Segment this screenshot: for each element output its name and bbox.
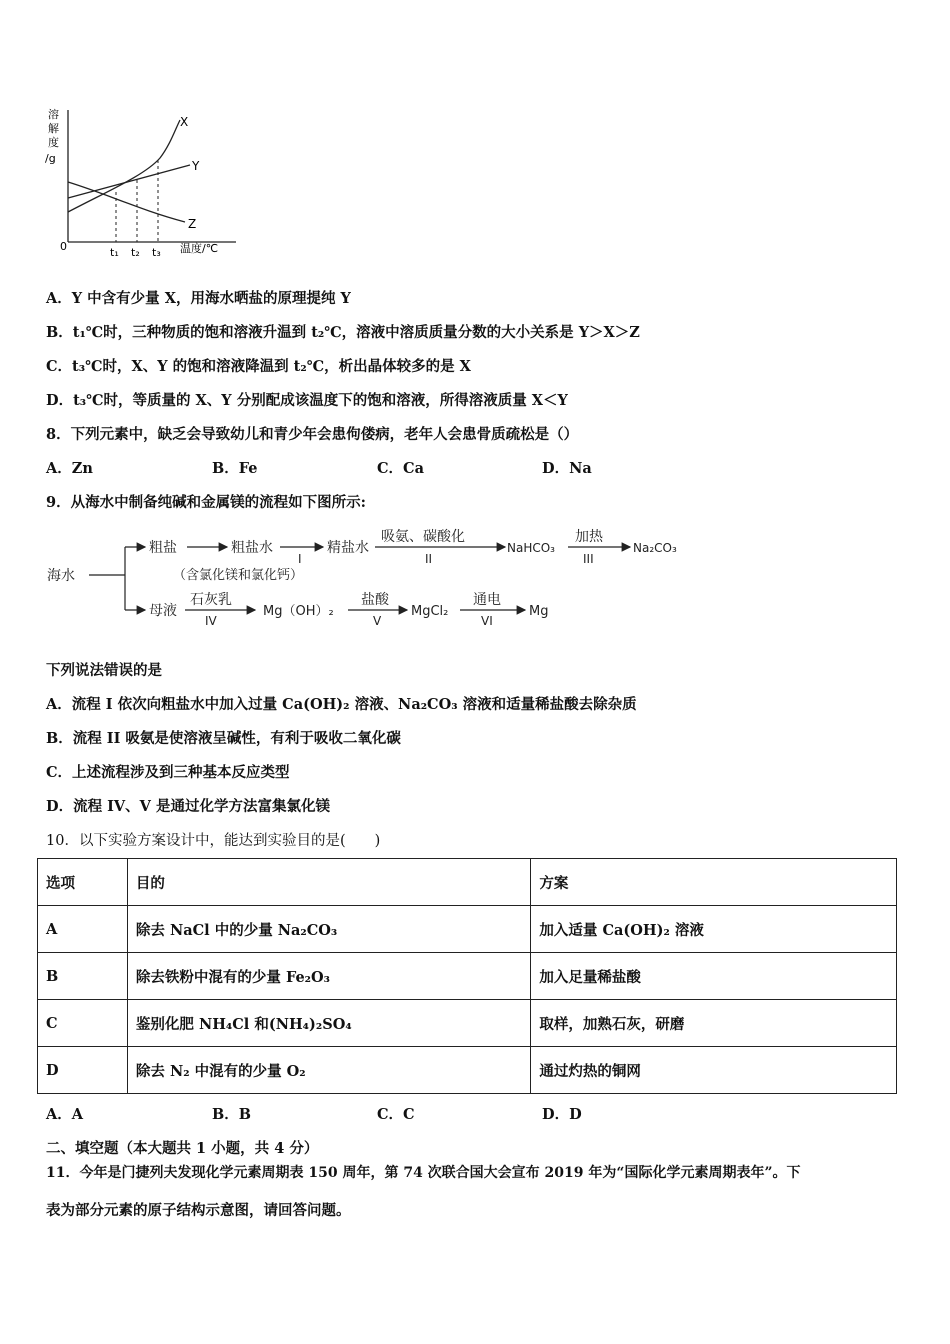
flow-step2-cond: 吸氨、碳酸化 — [381, 529, 465, 545]
flow-step1: I — [298, 552, 302, 566]
flow-step6: VI — [481, 614, 493, 628]
curve-x — [68, 120, 180, 212]
table-cell: B — [38, 953, 128, 1000]
q11-line2: 表为部分元素的原子结构示意图，请回答问题。 — [46, 1202, 351, 1219]
flow-step2: II — [425, 552, 433, 566]
flow-seawater: 海水 — [47, 568, 75, 584]
q8-option-a: A．Zn — [46, 460, 93, 477]
q9-flowchart — [45, 522, 705, 637]
curve-z — [68, 182, 185, 222]
table-row — [38, 1000, 897, 1047]
flow-impurity-note: （含氯化镁和氯化钙） — [173, 568, 304, 583]
y-label-2: 解 — [48, 122, 59, 135]
table-header-cell: 方案 — [531, 859, 897, 906]
flow-na2co3: Na₂CO₃ — [633, 541, 677, 555]
flow-crude-salt: 粗盐 — [149, 540, 177, 556]
q7-option-a: A．Y 中含有少量 X，用海水晒盐的原理提纯 Y — [46, 290, 351, 307]
q9-sub-stem: 下列说法错误的是 — [46, 662, 162, 679]
tick-t2: t₂ — [131, 246, 140, 259]
x-axis-label: 温度/℃ — [180, 242, 219, 255]
table-cell: D — [38, 1047, 128, 1094]
curve-z-label: Z — [188, 217, 197, 231]
flow-step4: IV — [205, 614, 217, 628]
q8-option-c: C．Ca — [377, 460, 424, 477]
tick-t1: t₁ — [110, 246, 119, 259]
table-cell: 除去 N₂ 中混有的少量 O₂ — [127, 1047, 531, 1094]
q9-option-b: B．流程 II 吸氨是使溶液呈碱性，有利于吸收二氧化碳 — [46, 730, 401, 747]
table-header-cell: 目的 — [127, 859, 531, 906]
flow-step6-cond: 通电 — [473, 592, 501, 608]
q9-option-d: D．流程 IV、V 是通过化学方法富集氯化镁 — [46, 798, 330, 815]
q7-option-c: C．t₃℃时，X、Y 的饱和溶液降温到 t₂℃，析出晶体较多的是 X — [46, 358, 471, 375]
flow-refined-brine: 精盐水 — [327, 540, 369, 556]
flow-crude-brine: 粗盐水 — [231, 540, 273, 556]
table-cell: 加入足量稀盐酸 — [531, 953, 897, 1000]
table-header-row — [38, 859, 897, 906]
table-cell: 加入适量 Ca(OH)₂ 溶液 — [531, 906, 897, 953]
q8-option-b: B．Fe — [212, 460, 258, 477]
y-label-1: 溶 — [48, 108, 59, 121]
flow-step3-cond: 加热 — [575, 529, 603, 545]
q9-stem: 9．从海水中制备纯碱和金属镁的流程如下图所示: — [46, 494, 366, 511]
flow-step3: III — [583, 552, 594, 566]
curve-y — [68, 165, 190, 198]
q8-option-d: D．Na — [542, 460, 592, 477]
q10-option-b: B．B — [212, 1106, 252, 1123]
curve-y-label: Y — [192, 159, 200, 173]
table-row — [38, 906, 897, 953]
section-heading: 二、填空题（本大题共 1 小题，共 4 分） — [46, 1140, 319, 1157]
q10-option-d: D．D — [542, 1106, 582, 1123]
table-cell: 除去 NaCl 中的少量 Na₂CO₃ — [127, 906, 531, 953]
y-label-3: 度 — [48, 136, 59, 149]
table-cell: 通过灼热的铜网 — [531, 1047, 897, 1094]
q11-line1: 11．今年是门捷列夫发现化学元素周期表 150 周年，第 74 次联合国大会宣布 2019 年为“国际化学元素周期表年”。下 — [46, 1165, 801, 1181]
table-cell: 除去铁粉中混有的少量 Fe₂O₃ — [127, 953, 531, 1000]
curve-x-label: X — [180, 115, 189, 129]
q10-table — [37, 858, 897, 1094]
table-row — [38, 1047, 897, 1094]
q9-option-c: C．上述流程涉及到三种基本反应类型 — [46, 764, 290, 781]
flow-mother-liquor: 母液 — [149, 603, 177, 619]
q8-stem: 8．下列元素中，缺乏会导致幼儿和青少年会患佝偻病，老年人会患骨质疏松是（） — [46, 426, 579, 443]
flow-nahco3: NaHCO₃ — [507, 541, 555, 555]
q10-option-a: A．A — [46, 1106, 84, 1123]
q10-stem: 10．以下实验方案设计中，能达到实验目的是( ) — [46, 833, 381, 849]
flow-mgcl2: MgCl₂ — [411, 604, 449, 619]
table-cell: C — [38, 1000, 128, 1047]
q7-option-b: B．t₁℃时，三种物质的饱和溶液升温到 t₂℃，溶液中溶质质量分数的大小关系是 Y＞X＞Z — [46, 324, 640, 341]
table-row — [38, 953, 897, 1000]
flow-mg: Mg — [529, 604, 549, 619]
table-cell: 鉴别化肥 NH₄Cl 和(NH₄)₂SO₄ — [127, 1000, 531, 1047]
solubility-graph — [40, 100, 250, 270]
flow-step4-cond: 石灰乳 — [190, 592, 232, 608]
tick-t3: t₃ — [152, 246, 161, 259]
q7-option-d: D．t₃℃时，等质量的 X、Y 分别配成该温度下的饱和溶液，所得溶液质量 X＜Y — [46, 392, 568, 409]
flow-step5-cond: 盐酸 — [361, 592, 389, 608]
flow-step5: V — [373, 614, 382, 628]
table-header-cell: 选项 — [38, 859, 128, 906]
q10-option-c: C．C — [377, 1106, 415, 1123]
flow-mgoh2: Mg（OH）₂ — [263, 604, 334, 619]
y-label-4: /g — [45, 152, 56, 165]
table-cell: A — [38, 906, 128, 953]
q9-option-a: A．流程 I 依次向粗盐水中加入过量 Ca(OH)₂ 溶液、Na₂CO₃ 溶液和适量稀盐酸去除杂质 — [46, 696, 637, 713]
origin-label: 0 — [60, 240, 67, 253]
table-cell: 取样，加熟石灰，研磨 — [531, 1000, 897, 1047]
